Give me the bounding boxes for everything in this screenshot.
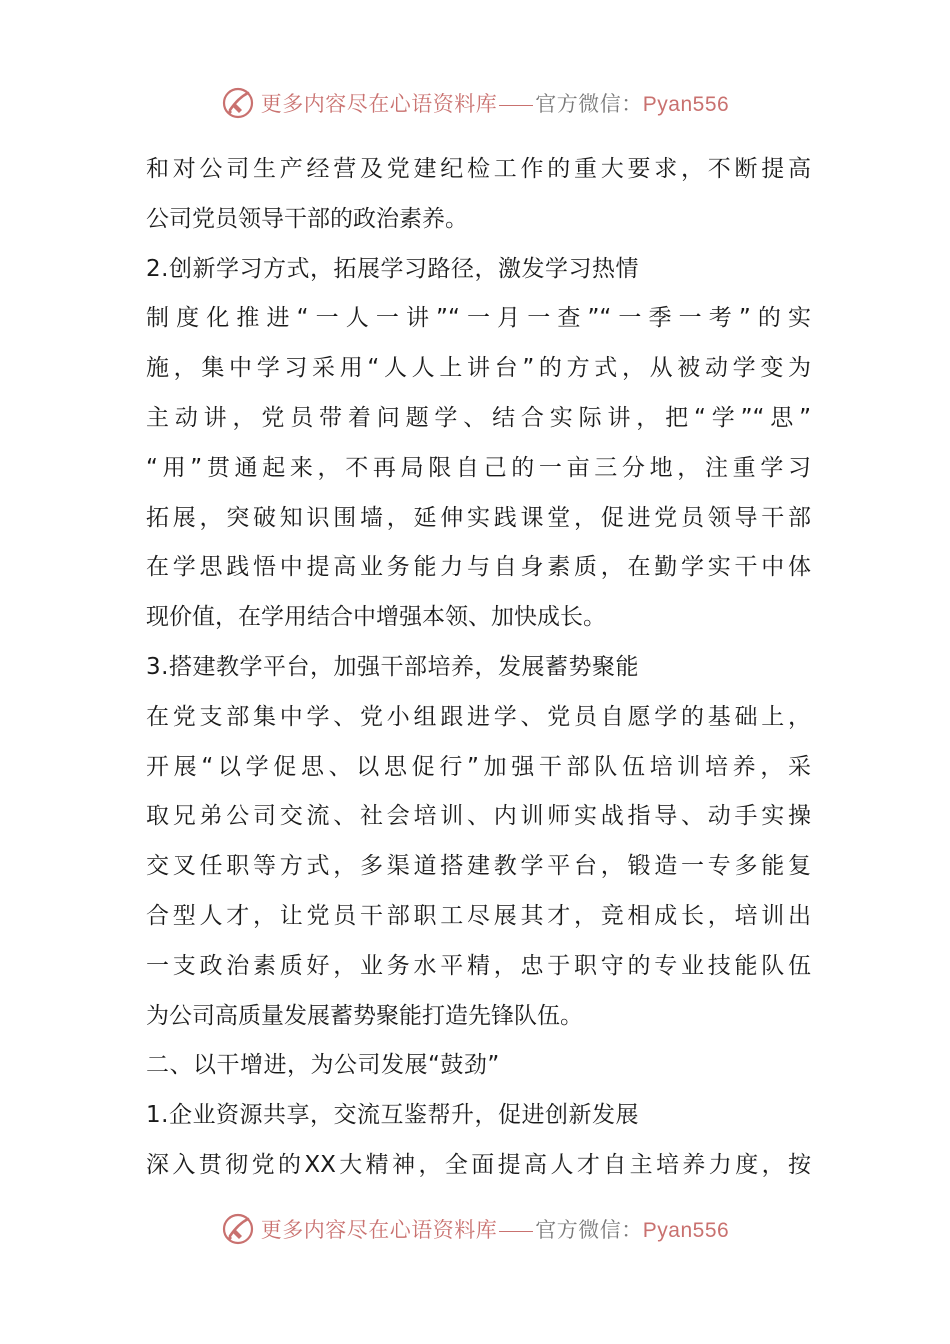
paragraph-line: 和对公司生产经营及党建纪检工作的重大要求，不断提高	[146, 156, 811, 182]
paragraph-line: 合型人才，让党员干部职工尽展其才，竞相成长，培训出	[146, 902, 811, 929]
header-watermark-banner	[0, 83, 950, 123]
body-text	[146, 145, 811, 1191]
paragraph-line: 开展“以学促思、以思促行”加强干部队伍培训培养，采	[146, 753, 811, 780]
section-heading: 2.创新学习方式，拓展学习路径，激发学习热情	[146, 255, 639, 282]
paragraph-line: 为公司高质量发展蓄势聚能打造先锋队伍。	[146, 1002, 583, 1029]
banner-text: 更多内容尽在心语资料库 官方微信：Pyan556	[260, 92, 730, 116]
paragraph-line: 公司党员领导干部的政治素养。	[146, 205, 468, 232]
section-heading: 3.搭建教学平台，加强干部培养，发展蓄势聚能	[146, 653, 639, 680]
footer-watermark-banner	[0, 1209, 950, 1249]
paragraph-line: 在党支部集中学、党小组跟进学、党员自愿学的基础上，	[146, 703, 811, 730]
paragraph-line: 现价值，在学用结合中增强本领、加快成长。	[146, 604, 606, 631]
pen-logo-icon	[221, 1212, 255, 1246]
paragraph-line: 制度化推进“一人一讲”“一月一查”“一季一考”的实	[146, 305, 811, 332]
pen-logo-icon	[221, 86, 255, 120]
paragraph-line: 一支政治素质好，业务水平精，忠于职守的专业技能队伍	[146, 952, 811, 979]
banner-text: 更多内容尽在心语资料库 官方微信：Pyan556	[260, 1218, 730, 1242]
paragraph-line: 主动讲，党员带着问题学、结合实际讲，把“学”“思”	[146, 404, 811, 431]
paragraph-line: “用”贯通起来，不再局限自己的一亩三分地，注重学习	[146, 454, 811, 481]
paragraph-line: 深入贯彻党的XX大精神，全面提高人才自主培养力度，按	[146, 1151, 811, 1178]
paragraph-line: 交叉任职等方式，多渠道搭建教学平台，锻造一专多能复	[146, 853, 811, 880]
paragraph-line: 施，集中学习采用“人人上讲台”的方式，从被动学变为	[146, 355, 811, 382]
paragraph-line: 在学思践悟中提高业务能力与自身素质，在勤学实干中体	[146, 554, 811, 581]
chapter-heading: 二、以干增进，为公司发展“鼓劲”	[146, 1052, 500, 1079]
paragraph-line: 取兄弟公司交流、社会培训、内训师实战指导、动手实操	[146, 803, 811, 830]
section-heading: 1.企业资源共享，交流互鉴帮升，促进创新发展	[146, 1102, 639, 1129]
paragraph-line: 拓展，突破知识围墙，延伸实践课堂，促进党员领导干部	[146, 504, 811, 531]
